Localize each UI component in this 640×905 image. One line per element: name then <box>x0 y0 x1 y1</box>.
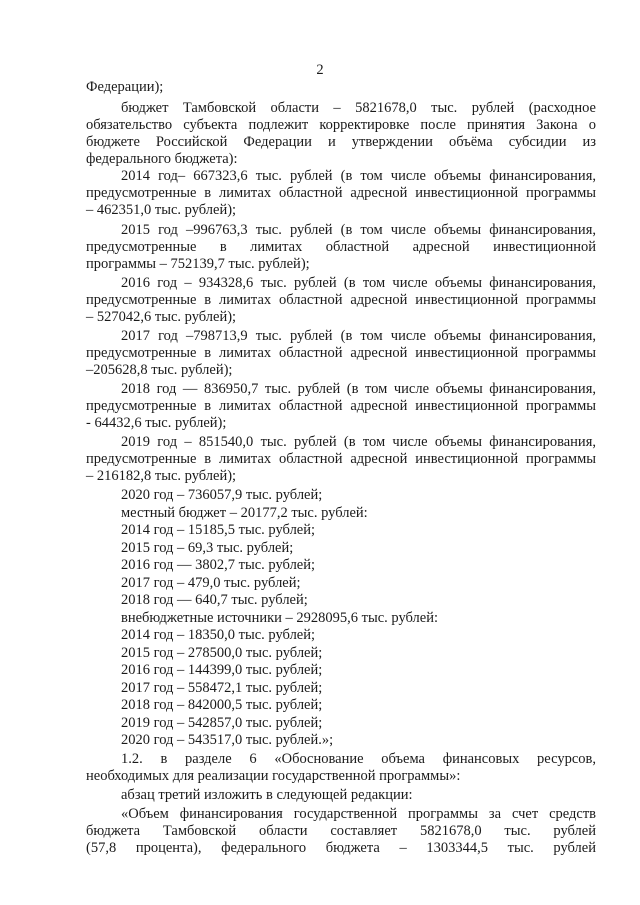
text-line: 1.2. в разделе 6 «Обоснование объема финансовых ресурсов, <box>121 751 596 767</box>
text-line: 2016 год – 934328,6 тыс. рублей (в том числе объемы финансирования, <box>121 275 596 291</box>
text-line: - 64432,6 тыс. рублей); <box>86 415 227 431</box>
text-line: 2018 год — 836950,7 тыс. рублей (в том числе объемы финансирования, <box>121 381 596 397</box>
text-line: «Объем финансирования государственной программы за счет средств <box>121 806 596 822</box>
text-line: – 216182,8 тыс. рублей); <box>86 468 237 484</box>
text-line: обязательство субъекта подлежит корректировке после принятия Закона о <box>86 117 596 133</box>
text-line: – 462351,0 тыс. рублей); <box>86 202 237 218</box>
text-line: предусмотренные в лимитах областной адресной инвестиционной программы <box>86 451 596 467</box>
text-line: программы – 752139,7 тыс. рублей); <box>86 256 310 272</box>
text-line: 2014 год – 18350,0 тыс. рублей; <box>121 627 316 643</box>
text-line: – 527042,6 тыс. рублей); <box>86 309 237 325</box>
text-line: предусмотренные в лимитах областной адресной инвестиционной <box>86 239 596 255</box>
text-line: –205628,8 тыс. рублей); <box>86 362 233 378</box>
text-line: 2015 год – 278500,0 тыс. рублей; <box>121 645 323 661</box>
text-line: предусмотренные в лимитах областной адресной инвестиционной программы <box>86 398 596 414</box>
text-line: 2019 год – 542857,0 тыс. рублей; <box>121 715 323 731</box>
text-line: Федерации); <box>86 79 164 95</box>
text-line: 2015 год – 69,3 тыс. рублей; <box>121 540 294 556</box>
text-line: 2014 год – 15185,5 тыс. рублей; <box>121 522 316 538</box>
text-line: 2020 год – 736057,9 тыс. рублей; <box>121 487 323 503</box>
text-line: 2015 год –996763,3 тыс. рублей (в том числе объемы финансирования, <box>121 222 596 238</box>
page-number: 2 <box>316 62 324 78</box>
text-line: 2019 год – 851540,0 тыс. рублей (в том числе объемы финансирования, <box>121 434 596 450</box>
text-line: предусмотренные в лимитах областной адресной инвестиционной программы <box>86 345 596 361</box>
text-line: 2016 год — 3802,7 тыс. рублей; <box>121 557 316 573</box>
text-line: бюджет Тамбовской области – 5821678,0 тыс. рублей (расходное <box>121 100 596 116</box>
text-line: предусмотренные в лимитах областной адресной инвестиционной программы <box>86 185 596 201</box>
text-line: 2014 год– 667323,6 тыс. рублей (в том числе объемы финансирования, <box>121 168 596 184</box>
text-line: предусмотренные в лимитах областной адресной инвестиционной программы <box>86 292 596 308</box>
text-line: бюджете Российской Федерации и утверждении объёма субсидии из <box>86 134 596 150</box>
text-line: 2017 год –798713,9 тыс. рублей (в том числе объемы финансирования, <box>121 328 596 344</box>
text-line: местный бюджет – 20177,2 тыс. рублей: <box>121 505 368 521</box>
text-line: 2016 год – 144399,0 тыс. рублей; <box>121 662 323 678</box>
text-line: (57,8 процента), федерального бюджета – 1303344,5 тыс. рублей <box>86 840 596 856</box>
text-line: бюджета Тамбовской области составляет 5821678,0 тыс. рублей <box>86 823 596 839</box>
text-line: 2018 год — 640,7 тыс. рублей; <box>121 592 308 608</box>
text-line: 2017 год – 558472,1 тыс. рублей; <box>121 680 323 696</box>
text-line: федерального бюджета): <box>86 151 238 167</box>
text-line: внебюджетные источники – 2928095,6 тыс. рублей: <box>121 610 438 626</box>
text-line: 2017 год – 479,0 тыс. рублей; <box>121 575 301 591</box>
text-line: 2020 год – 543517,0 тыс. рублей.»; <box>121 732 334 748</box>
text-line: 2018 год – 842000,5 тыс. рублей; <box>121 697 323 713</box>
text-line: необходимых для реализации государственной программы»: <box>86 768 461 784</box>
text-line: абзац третий изложить в следующей редакции: <box>121 787 413 803</box>
